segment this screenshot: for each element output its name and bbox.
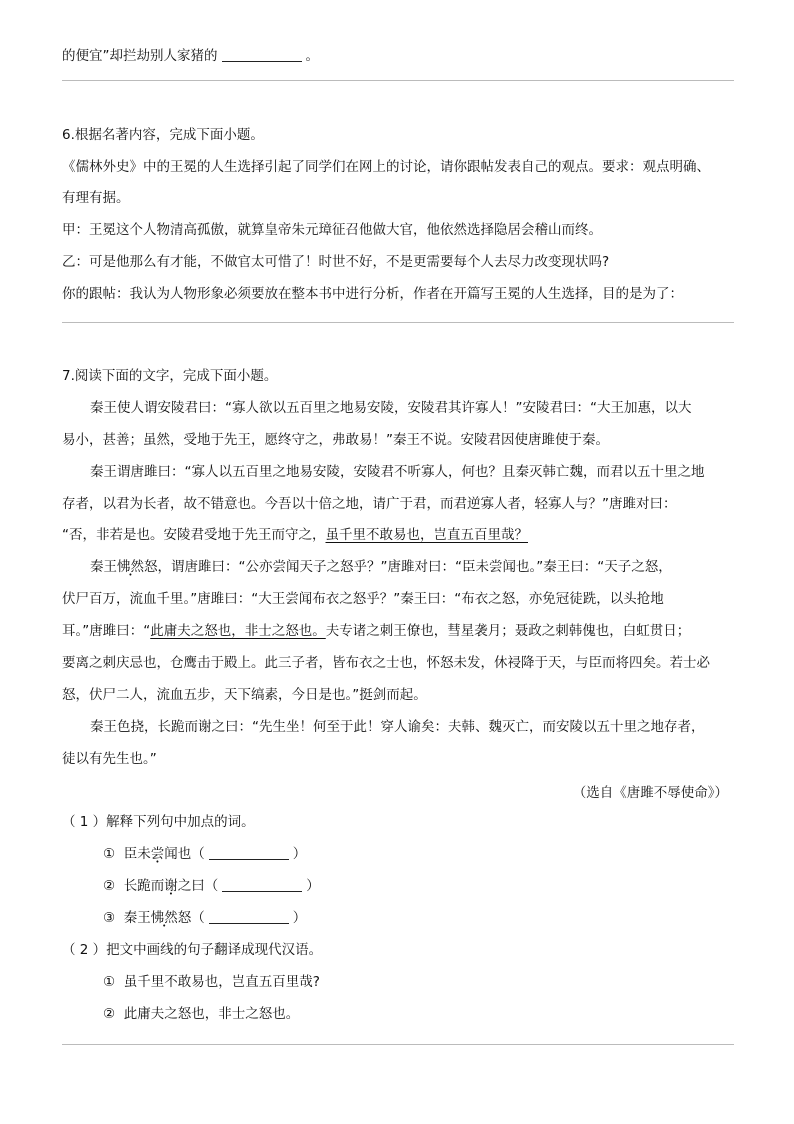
- passage-line: 怒，伏尸二人，流血五步，天下缟素，今日是也。”挺剑而起。: [62, 687, 427, 703]
- passage-line: 伏尸百万，流血千里。”唐雎曰：“大王尝闻布衣之怒乎？”秦王曰：“布衣之怒，亦免冠徒跣，以头抢地: [62, 591, 664, 607]
- passage-line: 耳。”唐雎曰：“此庸夫之怒也，非士之怒也。夫专诸之刺王僚也，彗星袭月；聂政之刺韩傀也，白虹贯日；: [62, 623, 691, 639]
- answer-blank[interactable]: [209, 909, 289, 924]
- sub-item: ② 此庸夫之怒也，非士之怒也。: [103, 1006, 300, 1022]
- underlined-sentence: 此庸夫之怒也，非士之怒也。: [150, 623, 326, 639]
- q6-line: 甲：王冕这个人物清高孤傲，就算皇帝朱元璋征召他做大官，他依然选择隐居会稽山而终。: [62, 222, 602, 238]
- underlined-sentence: 虽千里不敢易也，岂直五百里哉？: [325, 527, 528, 543]
- dotted-word: 怫然: [117, 559, 144, 575]
- q6-line: 你的跟帖：我认为人物形象必须要放在整本书中进行分析，作者在开篇写王冕的人生选择，目的是为了：: [62, 286, 683, 302]
- passage-line: “否，非若是也。安陵君受地于先王而守之，虽千里不敢易也，岂直五百里哉？: [62, 527, 528, 543]
- dotted-word: 怫然: [150, 910, 178, 926]
- q6-line: 乙：可是他那么有才能，不做官太可惜了！时世不好，不是更需要每个人去尽力改变现状吗?: [62, 254, 610, 270]
- source-citation: （选自《唐雎不辱使命》）: [572, 785, 728, 801]
- passage-line: 秦王谓唐雎曰：“寡人以五百里之地易安陵，安陵君不听寡人，何也？且秦灭韩亡魏，而君以五十里之地: [90, 464, 705, 480]
- divider: [62, 322, 734, 323]
- q7-title: 7.阅读下面的文字，完成下面小题。: [62, 368, 278, 384]
- dotted-word: 谢: [164, 878, 178, 894]
- sub-item: ① 虽千里不敢易也，岂直五百里哉?: [103, 974, 320, 990]
- sub-item: ③ 秦王怫然怒（ ）: [103, 910, 307, 926]
- sub-item: ② 长跪而谢之曰（ ）: [103, 878, 320, 894]
- q6-line: 有理有据。: [62, 190, 130, 206]
- prev-question-fragment: 的便宜”却拦劫别人家猪的 。: [62, 48, 319, 64]
- divider: [62, 80, 734, 81]
- passage-line: 秦王使人谓安陵君曰：“寡人欲以五百里之地易安陵，安陵君其许寡人！”安陵君曰：“大王加惠，以大: [90, 400, 692, 416]
- dotted-word: 尝: [150, 846, 165, 862]
- sub-question-title: （ 2 ）把文中画线的句子翻译成现代汉语。: [62, 942, 323, 958]
- answer-blank[interactable]: [222, 877, 302, 892]
- answer-blank[interactable]: [222, 47, 302, 62]
- passage-line: 要离之刺庆忌也，仓鹰击于殿上。此三子者，皆布衣之士也，怀怒未发，休祲降于天，与臣而将四矣。若士必: [62, 655, 710, 671]
- divider: [62, 1044, 734, 1045]
- answer-blank[interactable]: [209, 845, 289, 860]
- passage-line: 易小，甚善；虽然，受地于先王，愿终守之，弗敢易！”秦王不说。安陵君因使唐雎使于秦。: [62, 432, 609, 448]
- q6-title: 6.根据名著内容，完成下面小题。: [62, 127, 264, 143]
- sub-item: ① 臣未尝闻也（ ）: [103, 846, 307, 862]
- passage-line: 存者，以君为长者，故不错意也。今吾以十倍之地，请广于君，而君逆寡人者，轻寡人与？”唐雎对曰：: [62, 496, 677, 512]
- q6-line: 《儒林外史》中的王冕的人生选择引起了同学们在网上的讨论，请你跟帖发表自己的观点。要求：观点明确、: [62, 159, 710, 175]
- passage-line: 秦王色挠，长跪而谢之曰：“先生坐！何至于此！穿人谕矣：夫韩、魏灭亡，而安陵以五十里之地存者，: [90, 719, 705, 735]
- sub-question-title: （ 1 ）解释下列句中加点的词。: [62, 814, 255, 830]
- passage-line: 秦王怫然怒，谓唐雎曰：“公亦尝闻天子之怒乎？”唐雎对曰：“臣未尝闻也。”秦王曰：“天子之怒，: [90, 559, 672, 575]
- passage-line: 徒以有先生也。”: [62, 751, 157, 767]
